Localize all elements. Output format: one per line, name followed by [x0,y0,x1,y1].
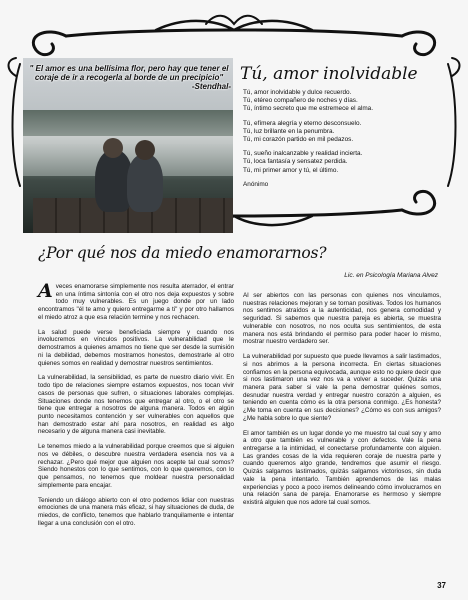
article-byline: Lic. en Psicología Mariana Alvez [344,272,438,279]
stendhal-quote [27,64,231,91]
poem-line: Tú, efímera alegría y eterno desconsuelo. [243,119,362,127]
article-column-right [243,292,441,514]
poem-line: Tú, mi primer amor y tú, el último. [243,166,339,174]
poem-line: Tú, sueño inalcanzable y realidad incierta. [243,150,363,158]
article-paragraph: La vulnerabilidad, la sensibilidad, es parte de nuestro diario vivir. En todo tipo de relaciones siempre estamos expuestos, nos tocan vivir casos de personas que sufren, o situaciones laborales complejas. Situaciones donde nos tenemos que entregar al otro, o el otro se tiene que entregar a nosotros de alguna manera. Todos en algún punto necesitamos contención y ser vulnerables con aquellos que han demostrado estar ahí para nosotros, en realidad es algo necesario y de alguna manera casi inevitable. [38,374,234,436]
article-paragraph: Al ser abiertos con las personas con quienes nos vinculamos, nuestras relaciones mejoran y se tornan positivas. Todos los humanos nos sentimos atraídos a la autenticidad, nos genera comodidad y seguridad. Si sabemos que nuestra pareja es abierta, se muestra vulnerable con nosotros, no nos oculta sus sentimientos, de esta manera nos está brindando el permiso para poder hacer lo mismo, mostrar nuestro verdadero ser. [243,292,441,346]
poem-stanza [243,120,453,145]
page-number: 37 [437,581,446,590]
poem-line: Tú, mi corazón partido en mil pedazos. [243,136,354,144]
article-paragraph: La salud puede verse beneficiada siempre y cuando nos involucremos en vínculos positivos. La vulnerabilidad que le demostramos a quienes amamos no tiene que ser desde la sumisión ni la debilidad, debemos mostramos honestos, demostrarle al otro quienes somos en realidad y demostrar nuestros sentimientos. [38,328,234,367]
quote-author: -Stendhal- [191,82,231,91]
article-paragraph: El amor también es un lugar donde yo me muestro tal cual soy y amo a otro que también es vulnerable y con defectos. Vale la pena entregarse a la intimidad, el conectarse profundamente con alguien. Las grandes cosas de la vida requieren coraje de nuestra parte y cuando queremos algo grande, tendremos que asumir el riesgo. Quizás salgamos lastimados, quizás salgamos victoriosos, sin duda vale la pena intentarlo. También aprendemos de las malas experiencias y poco a poco iremos delineando cómo involucrarnos en una relación sana de pareja. Enamorarse es hermoso y siempre existirá alguien que nos adore tal cual somos. [243,429,441,506]
poem-line: Tú, íntimo secreto que me estremece el alma. [243,105,373,113]
poem-title: Tú, amor inolvidable [240,64,418,84]
poem [243,89,453,189]
poem-line: Tú, luz brillante en la penumbra. [243,127,335,135]
poem-line: Tú, etéreo compañero de noches y días. [243,97,358,105]
poem-line: Tú, loca fantasía y sensatez perdida. [243,158,348,166]
article-column-left [38,280,234,535]
article-paragraph: Le tenemos miedo a la vulnerabilidad porque creemos que si alguien nos ve débiles, o descubre nuestra verdadera esencia nos va a rechazar. ¿Pero qué mejor que alguien nos acepte tal cual somos? Siendo honestos con lo que sentimos, con lo que queremos, con lo que pensamos, no tenemos que moldear nuestra personalidad simplemente para encajar. [38,443,234,489]
article-paragraph: Aveces enamorarse simplemente nos resulta aterrador, el entrar en una íntima sintonía con el otro nos deja expuestos y sobre todo muy vulnerables. Es un juego donde por un lado encontramos "él te amo y quiero entregarme a ti" y por otro hallamos el miedo atroz a que esa relación termine y nos rechacen. [38,280,234,321]
drop-cap: A [38,280,53,302]
quote-text: " El amor es una bellísima flor, pero hay que tener el coraje de ir a recogerla al borde de un precipicio" [29,64,229,82]
article-headline: ¿Por qué nos da miedo enamorarnos? [38,244,327,262]
poem-author: Anónimo [243,180,269,188]
article-paragraph: Teniendo un diálogo abierto con el otro podemos lidiar con nuestras emociones de una manera más eficaz, si hay situaciones de duda, de miedos, de conflicto, tenemos que hablarlo tranquilamente e intentar llegar a una conclusión con el otro. [38,496,234,527]
poem-stanza [243,89,453,114]
poem-stanza [243,150,453,175]
poem-line: Tú, amor inolvidable y dulce recuerdo. [243,89,352,96]
article-paragraph: La vulnerabilidad por supuesto que puede llevarnos a salir lastimados, si nos abrimos a la persona incorrecta. En ciertas situaciones confiamos en la persona equivocada, aunque esto no quiere decir que si nos lastimaron una vez nos va a volver a suceder. Quizás una manera para saber si vale la pena demostrar quiénes somos, desnudar nuestra verdad y entregar nuestro corazón a alguien, es teniendo en cuenta cómo es la otra persona conmigo. ¿Es honesta? ¿Me toma en cuenta en sus decisiones? ¿Cómo es con sus amigos? ¿Me habla sobre lo que siente? [243,353,441,422]
